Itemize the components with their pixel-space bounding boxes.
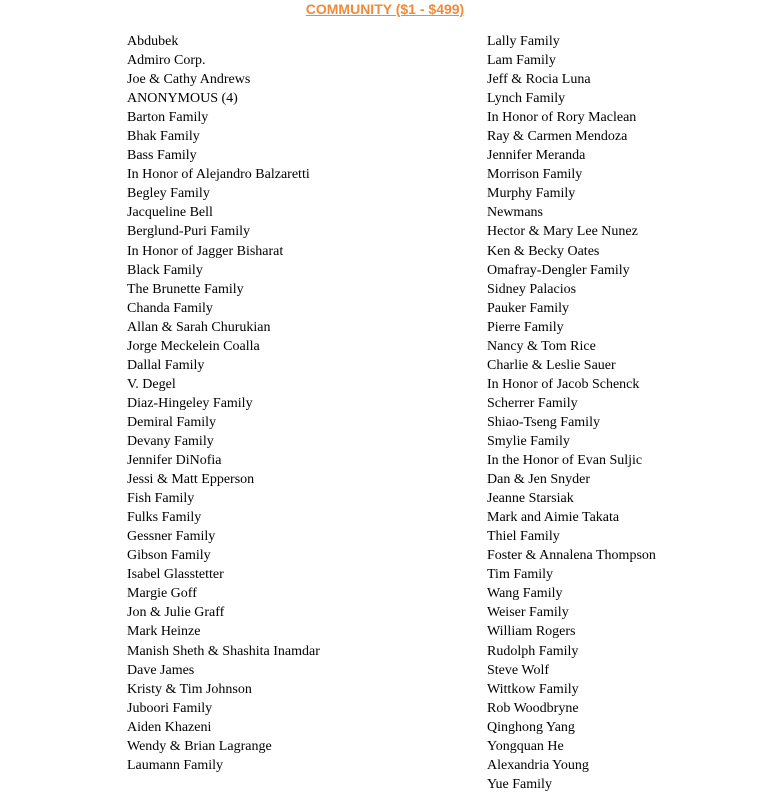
donor-name: Omafray-Dengler Family [487,262,630,278]
donor-name: Thiel Family [487,529,560,545]
donor-name: Charlie & Leslie Sauer [487,357,616,373]
donor-name: Jon & Julie Graff [127,605,225,621]
donor-name: Weiser Family [487,605,569,621]
section-heading: COMMUNITY ($1 - $499) [305,1,465,17]
donor-name: The Brunette Family [127,281,244,297]
donor-name: Jeanne Starsiak [487,491,574,507]
donor-name: Laumann Family [127,757,224,773]
donor-name: V. Degel [127,376,176,392]
donor-name: Pauker Family [487,300,570,316]
donor-name: Berglund-Puri Family [127,224,251,240]
donor-name: Manish Sheth & Shashita Inamdar [127,643,320,659]
donor-name: Jorge Meckelein Coalla [127,338,260,354]
donor-list-right [487,32,656,794]
donor-name: Nancy & Tom Rice [487,338,596,354]
donor-name: Black Family [127,262,203,278]
donor-name: Devany Family [127,433,214,449]
donor-name: Wang Family [487,586,563,602]
donor-name: Chanda Family [127,300,213,316]
donor-name: Ken & Becky Oates [487,243,600,259]
donor-name: Ray & Carmen Mendoza [487,129,628,145]
donor-name: Abdubek [127,34,179,49]
donor-name: Alexandria Young [487,757,589,773]
donor-name: In Honor of Jagger Bisharat [127,243,284,259]
donor-name: Jessi & Matt Epperson [127,472,255,488]
donor-name: Steve Wolf [487,662,549,678]
donor-name: Lynch Family [487,91,566,107]
donor-name: Tim Family [487,567,554,583]
donor-name: In the Honor of Evan Suljic [487,453,643,469]
donor-name: Lally Family [487,34,560,49]
donor-name: Sidney Palacios [487,281,577,297]
donor-name: Hector & Mary Lee Nunez [487,224,638,240]
donor-name: Begley Family [127,186,210,202]
donor-name: Shiao-Tseng Family [487,414,600,430]
donor-name: Fulks Family [127,510,202,526]
donor-name: Dan & Jen Snyder [487,472,591,488]
donor-name: Diaz-Hingeley Family [127,395,253,411]
donor-name: Dallal Family [127,357,205,373]
donor-name: In Honor of Jacob Schenck [487,376,640,392]
donor-name: Smylie Family [487,433,570,449]
donor-name: William Rogers [487,624,576,640]
donor-name: Wendy & Brian Lagrange [127,738,272,754]
donor-name: Scherrer Family [487,395,578,411]
donor-name: Jennifer DiNofia [127,453,222,469]
donor-name: In Honor of Alejandro Balzaretti [127,167,310,183]
donor-name: Fish Family [127,491,195,507]
donor-name: Yongquan He [487,738,564,754]
donor-name: Admiro Corp. [127,53,206,69]
donor-name: Barton Family [127,110,209,126]
donor-name: Jennifer Meranda [487,148,586,164]
donor-name: Lam Family [487,53,556,69]
donor-name: Dave James [127,662,195,678]
donor-name: Jeff & Rocia Luna [487,72,591,88]
donor-name: Jacqueline Bell [127,205,213,221]
donor-name: Yue Family [487,776,552,792]
donor-name: Morrison Family [487,167,583,183]
donor-name: Mark Heinze [127,624,201,640]
donor-name: Wittkow Family [487,681,579,697]
donor-name: Isabel Glasstetter [127,567,224,583]
donor-name: Margie Goff [127,586,197,602]
donor-name: ANONYMOUS (4) [127,91,238,107]
donor-name: Rudolph Family [487,643,579,659]
donor-name: Gessner Family [127,529,216,545]
donor-name: In Honor of Rory Maclean [487,110,637,126]
donor-name: Kristy & Tim Johnson [127,681,252,697]
donor-name: Pierre Family [487,319,564,335]
donor-name: Demiral Family [127,414,217,430]
donor-name: Allan & Sarah Churukian [127,319,271,335]
donor-name: Bass Family [127,148,197,164]
donor-name: Qinghong Yang [487,719,575,735]
donor-name: Foster & Annalena Thompson [487,548,656,564]
donor-name: Newmans [487,205,543,221]
donor-name: Aiden Khazeni [127,719,212,735]
donor-name: Juboori Family [127,700,213,716]
donor-name: Gibson Family [127,548,211,564]
donor-list-left [127,32,320,775]
donor-name: Murphy Family [487,186,576,202]
donor-name: Mark and Aimie Takata [487,510,620,526]
donor-name: Joe & Cathy Andrews [127,72,251,88]
donor-name: Bhak Family [127,129,200,145]
donor-name: Rob Woodbryne [487,700,579,716]
